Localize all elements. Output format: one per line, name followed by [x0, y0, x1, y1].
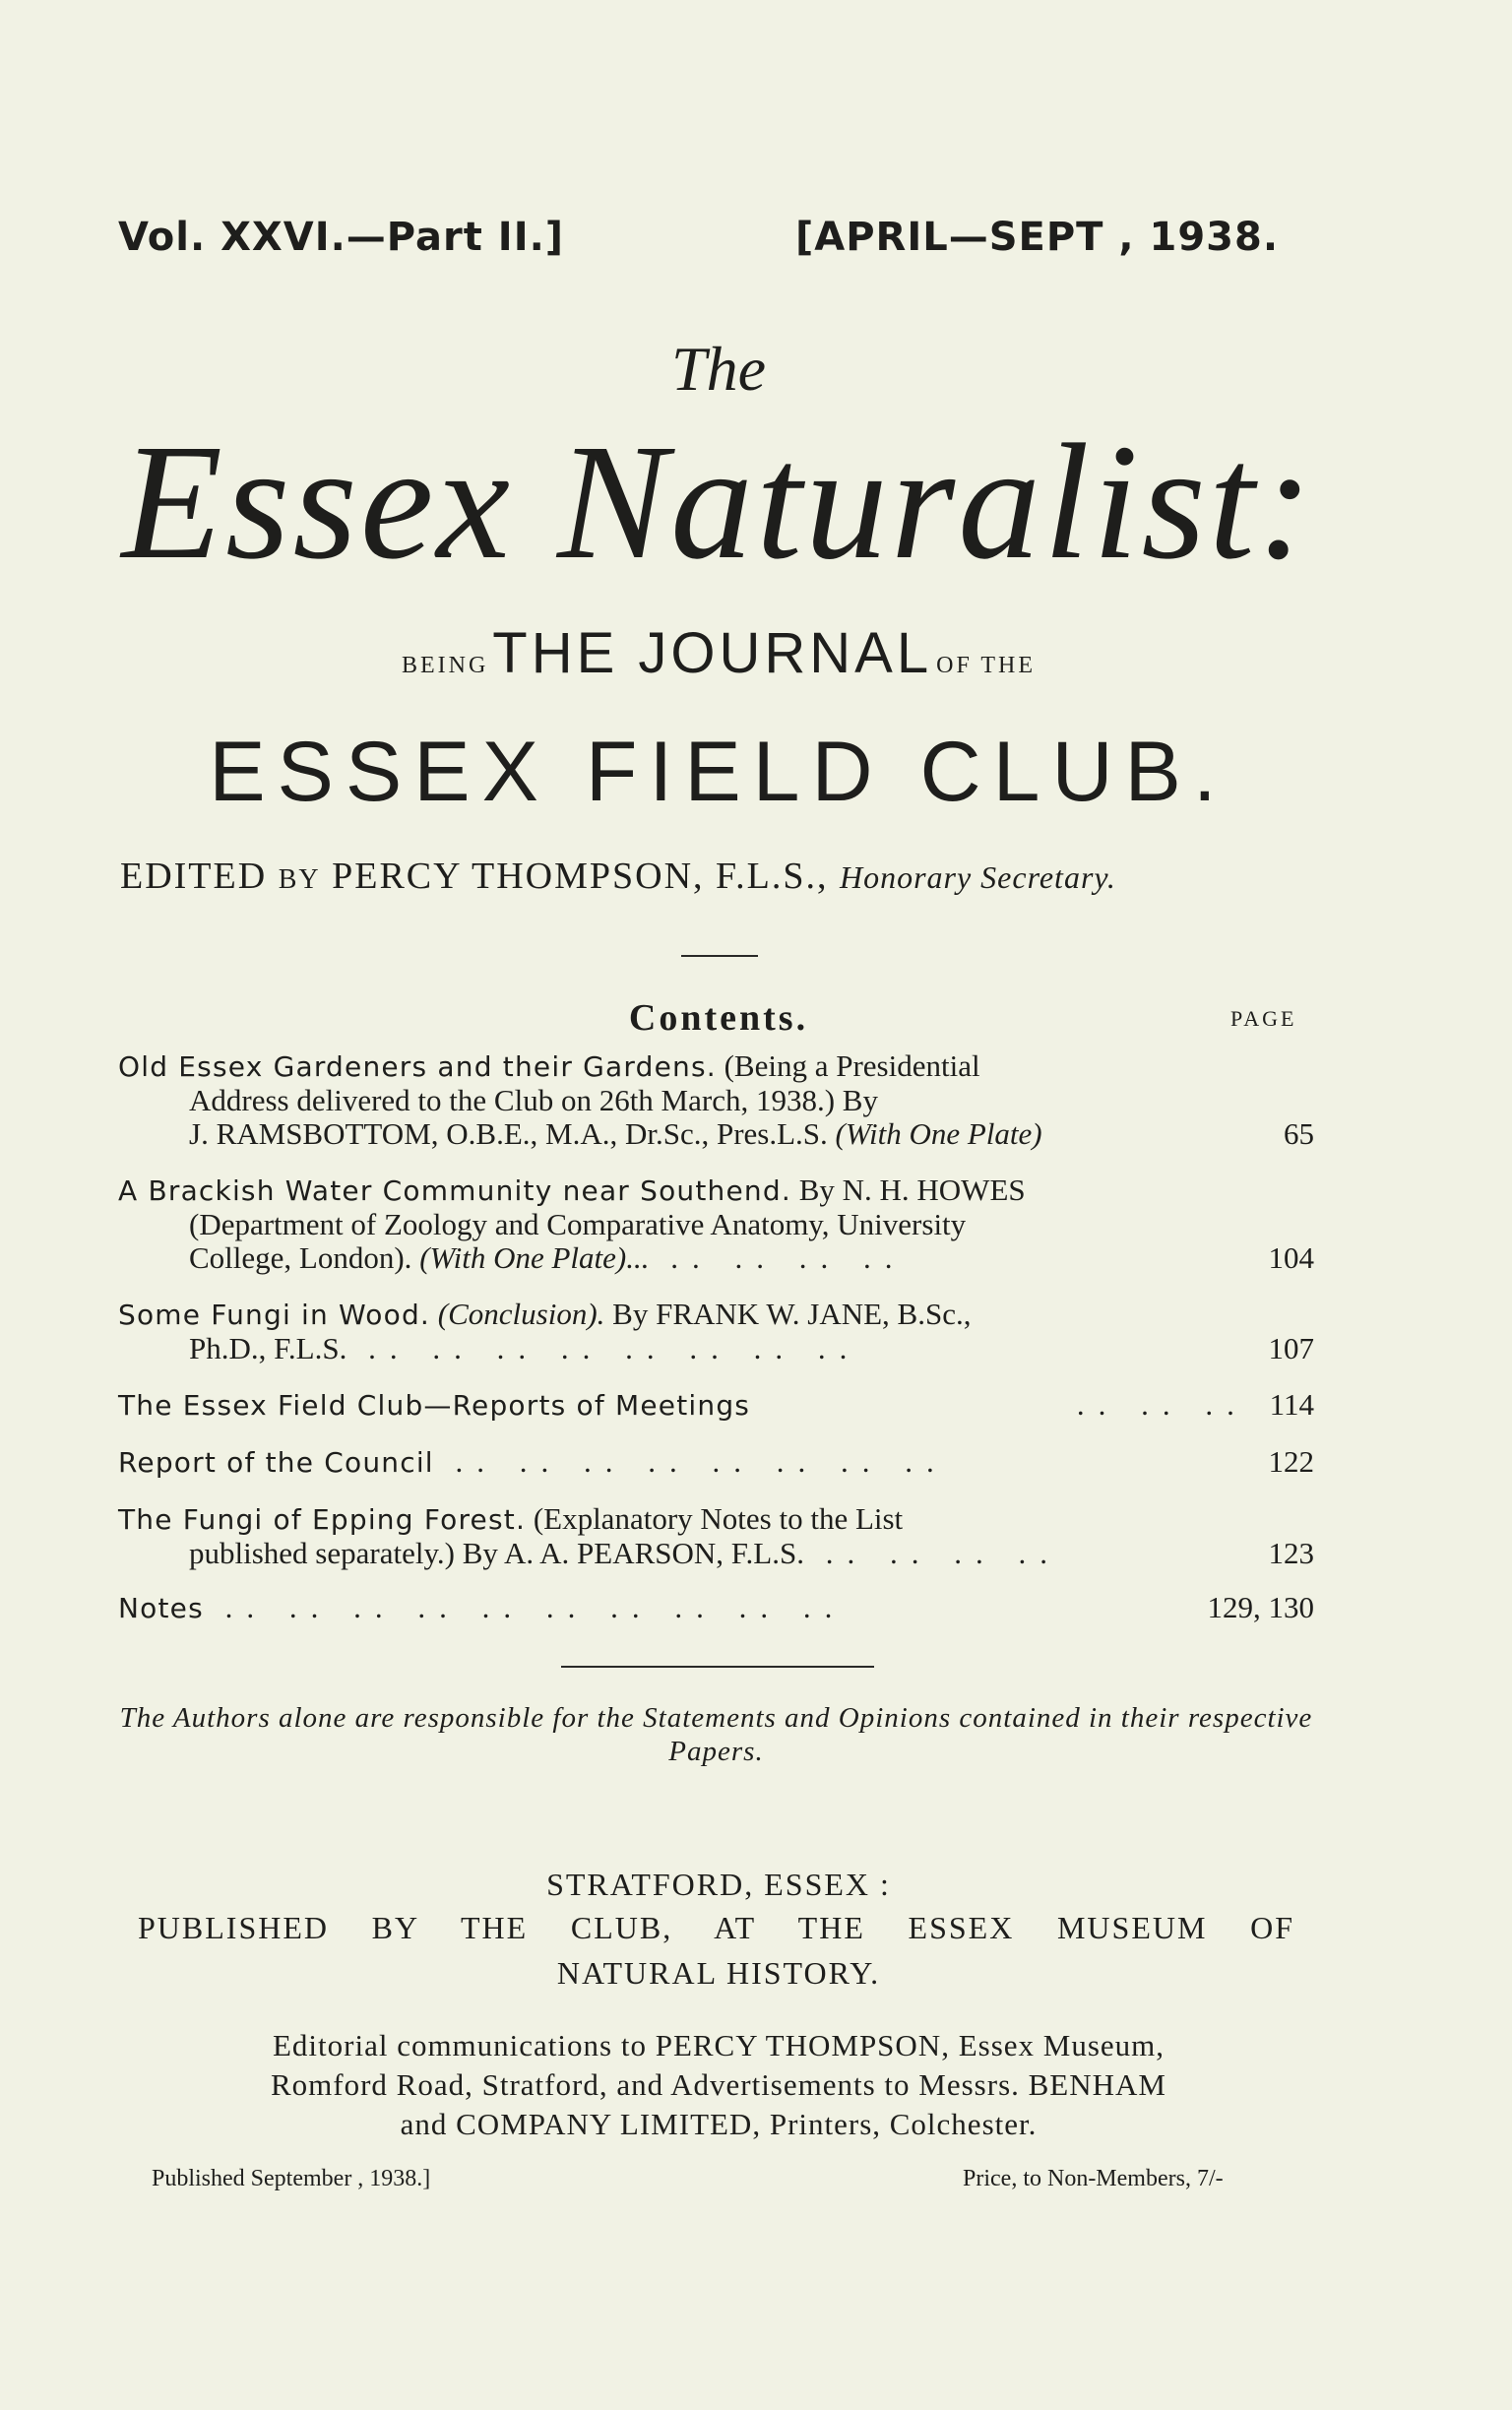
editorial-note — [0, 2026, 1437, 2144]
contents-heading: Contents. — [628, 997, 809, 1039]
entry-text: (Explanatory Notes to the List — [533, 1501, 904, 1536]
entry-title: The Fungi of Epping Forest. — [118, 1503, 527, 1536]
contents-entry: The Essex Field Club—Reports of Meetings .. .. .. 114 — [118, 1387, 1314, 1422]
entry-title: Some Fungi in Wood. — [118, 1299, 431, 1331]
publisher-museum: NATURAL HISTORY. — [556, 1955, 881, 1991]
entry-author: By FRANK W. JANE, B.Sc., — [612, 1297, 972, 1331]
editorial-line: Romford Road, Stratford, and Advertisements to Messrs. BENHAM — [271, 2067, 1166, 2102]
entry-text: Address delivered to the Club on 26th March, 1938.) By — [189, 1083, 878, 1117]
entry-page: 123 — [1268, 1536, 1314, 1570]
disclaimer: The Authors alone are responsible for the Statements and Opinions contained in their respective Papers. — [119, 1702, 1313, 1767]
entry-title: Report of the Council — [118, 1446, 434, 1479]
entry-note: (Conclusion). — [437, 1297, 605, 1331]
editorial-line: Editorial communications to PERCY THOMPSON, Essex Museum, — [272, 2028, 1166, 2062]
entry-note: (With One Plate) — [835, 1116, 1042, 1151]
publisher-place: STRATFORD, ESSEX : — [546, 1867, 891, 1902]
price: Price, to Non-Members, 7/- — [963, 2166, 1224, 2191]
entry-author: published separately.) By A. A. PEARSON, F.L.S. — [189, 1536, 804, 1570]
editor-by: BY — [278, 864, 321, 895]
divider-rule — [561, 1666, 874, 1668]
journal-title: Essex Naturalist: — [121, 411, 1316, 594]
entry-title: Old Essex Gardeners and their Gardens. — [118, 1050, 717, 1083]
issue-date: [APRIL—SEPT , 1938. — [795, 215, 1280, 260]
entry-page: 104 — [1268, 1240, 1314, 1275]
contents-entry: Notes .. .. .. .. .. .. .. .. .. .. 129, 130 — [118, 1590, 1314, 1624]
entry-title: Notes — [118, 1592, 204, 1624]
entry-text: (Being a Presidential — [724, 1048, 980, 1083]
editor-role: Honorary Secretary. — [839, 859, 1116, 895]
entry-page: 114 — [1269, 1387, 1314, 1422]
editor-line — [120, 855, 1116, 898]
entry-author: Ph.D., F.L.S. — [189, 1331, 347, 1365]
editorial-line: and COMPANY LIMITED, Printers, Colchester. — [400, 2107, 1038, 2141]
subtitle-line — [0, 620, 1437, 686]
contents-entry: Some Fungi in Wood. (Conclusion). By FRANK W. JANE, B.Sc., Ph.D., F.L.S. .. .. .. .. .. .. .. .. 107 — [118, 1297, 1314, 1365]
contents-entry: The Fungi of Epping Forest. (Explanatory Notes to the List published separately.) By A. A. PEARSON, F.L.S. .. .. .. .. 123 — [118, 1501, 1314, 1570]
subtitle-of-the: OF THE — [936, 653, 1037, 678]
entry-page: 122 — [1268, 1444, 1314, 1479]
volume-label: Vol. XXVI.—Part II.] — [118, 215, 565, 260]
contents-entry: Report of the Council .. .. .. .. .. .. .. .. 122 — [118, 1444, 1314, 1479]
page-column-label: PAGE — [1230, 1006, 1297, 1031]
entry-author: By N. H. HOWES — [798, 1173, 1026, 1207]
subtitle-being: BEING — [401, 653, 489, 678]
subtitle-journal: THE JOURNAL — [492, 621, 933, 685]
publisher-line: PUBLISHED BY THE CLUB, AT THE ESSEX MUSEUM OF — [138, 1910, 1294, 1945]
entry-title: The Essex Field Club—Reports of Meetings — [118, 1389, 751, 1422]
title-the: The — [671, 334, 766, 404]
divider-rule — [681, 955, 758, 957]
entry-text: (Department of Zoology and Comparative Anatomy, University — [189, 1207, 967, 1241]
contents-entry: A Brackish Water Community near Southend. By N. H. HOWES (Department of Zoology and Comparative Anatomy, University College, London). (With One Plate)... .. .. .. .. 104 — [118, 1173, 1314, 1275]
entry-title: A Brackish Water Community near Southend. — [118, 1174, 791, 1207]
entry-author: J. RAMSBOTTOM, O.B.E., M.A., Dr.Sc., Pres.L.S. — [189, 1116, 828, 1151]
entry-note: (With One Plate)... — [419, 1240, 650, 1275]
contents-entry — [118, 1049, 1314, 1151]
entry-page: 65 — [1284, 1116, 1314, 1151]
editor-name: PERCY THOMPSON, F.L.S., — [332, 856, 829, 897]
entry-page: 107 — [1268, 1331, 1314, 1365]
publication-date: Published September , 1938.] — [152, 2166, 431, 2191]
club-name: ESSEX FIELD CLUB. — [209, 725, 1228, 819]
editor-edited: EDITED — [120, 856, 268, 897]
entry-page: 129, 130 — [1207, 1590, 1314, 1624]
entry-text: College, London). — [189, 1240, 412, 1275]
